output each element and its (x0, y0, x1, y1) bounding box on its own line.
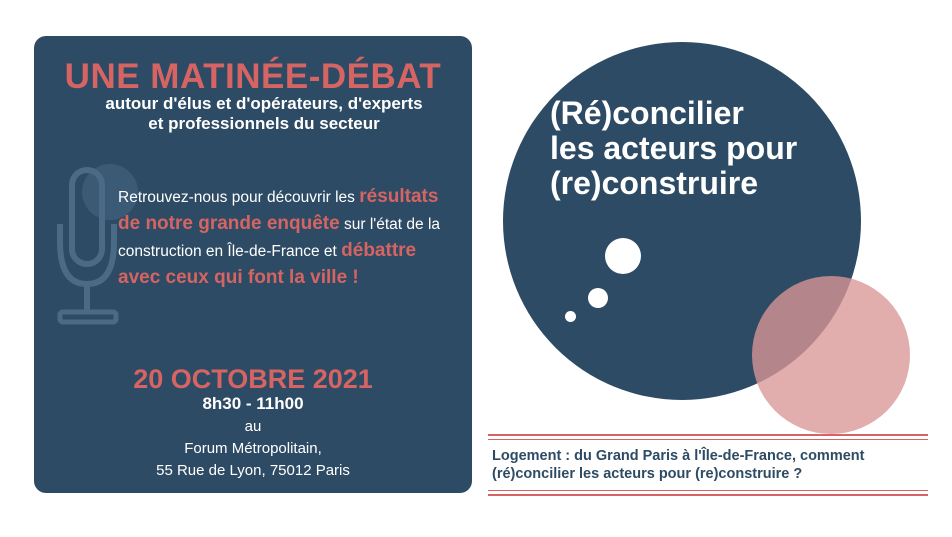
event-subhead (74, 94, 454, 134)
event-date: 20 OCTOBRE 2021 (133, 364, 373, 394)
subhead-line-2: et professionnels du secteur (148, 114, 380, 133)
intro-text-1: Retrouvez-nous pour découvrir les (118, 189, 360, 206)
bubble-title (550, 96, 880, 201)
event-headline: UNE MATINÉE-DÉBAT (64, 57, 442, 96)
thought-dot-large (605, 238, 641, 274)
event-venue (34, 416, 472, 482)
bubble-title-line-3: (re)construire (550, 165, 759, 201)
event-time: 8h30 - 11h00 (202, 394, 304, 413)
event-card (34, 36, 472, 493)
banner-text (492, 447, 928, 483)
venue-name: Forum Métropolitain, (184, 440, 322, 457)
bubble-title-line-1: (Ré)concilier (550, 95, 744, 131)
thought-dot-small (565, 311, 576, 322)
intro-text-2: sur l'état de la construction en Île-de-France et (118, 216, 441, 260)
venue-address: 55 Rue de Lyon, 75012 Paris (156, 462, 350, 479)
theme-banner (488, 434, 928, 496)
intro-highlight-2: débattre avec ceux qui font la ville ! (118, 240, 417, 288)
venue-at: au (244, 418, 262, 435)
event-intro (118, 184, 458, 292)
banner-line-2: (ré)concilier les acteurs pour (re)construire ? (492, 466, 803, 482)
bubble-title-line-2: les acteurs pour (550, 130, 798, 166)
thought-dot-medium (588, 288, 608, 308)
subhead-line-1: autour d'élus et d'opérateurs, d'experts (105, 94, 423, 113)
speech-bubble-pink (752, 276, 910, 434)
banner-line-1: Logement : du Grand Paris à l'Île-de-France, comment (492, 448, 865, 464)
intro-highlight-1: résultats de notre grande enquête (118, 186, 439, 234)
